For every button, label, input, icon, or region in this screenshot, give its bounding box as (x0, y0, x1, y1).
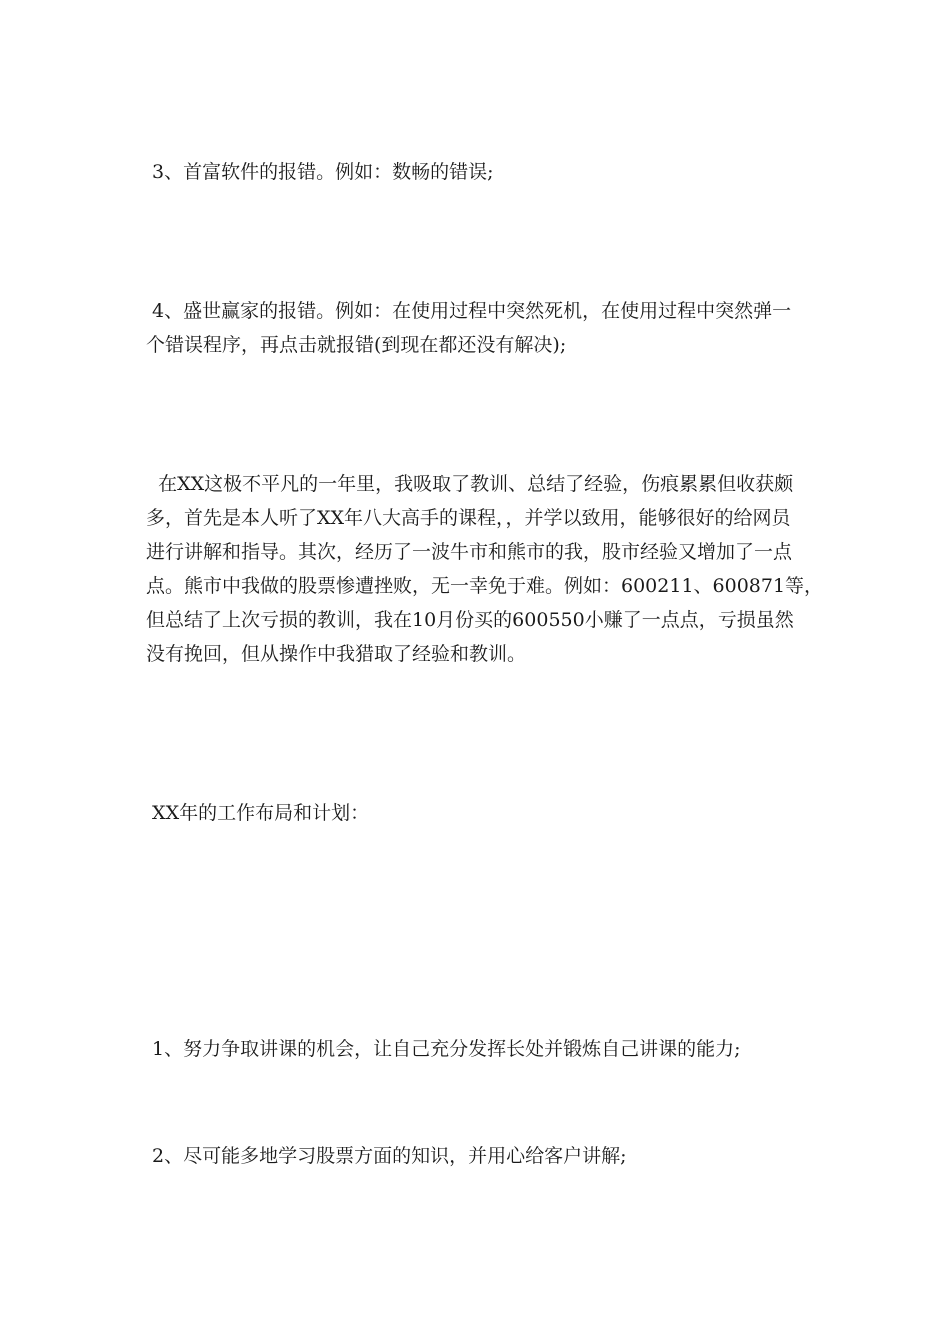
text-line: 4、盛世赢家的报错。例如：在使用过程中突然死机，在使用过程中突然弹一 (146, 300, 792, 322)
section-heading-work-plan (146, 796, 812, 830)
paragraph-item-4-error (146, 294, 812, 362)
paragraph-item-3-error (146, 155, 812, 189)
plan-item-1 (146, 1032, 812, 1066)
text-line: 点。熊市中我做的股票惨遭挫败，无一幸免于难。例如：600211、600871等， (146, 575, 824, 597)
text-line: 但总结了上次亏损的教训，我在10月份买的600550小赚了一点点，亏损虽然 (146, 609, 794, 631)
text-line: 2、尽可能多地学习股票方面的知识，并用心给客户讲解; (146, 1145, 627, 1167)
text-line: 1、努力争取讲课的机会，让自己充分发挥长处并锻炼自己讲课的能力; (146, 1038, 741, 1060)
text-line: 个错误程序，再点击就报错(到现在都还没有解决); (146, 334, 567, 356)
paragraph-year-summary (146, 467, 824, 671)
plan-item-2 (146, 1139, 812, 1173)
text-line: 3、首富软件的报错。例如：数畅的错误; (146, 161, 494, 183)
text-line: 没有挽回，但从操作中我猎取了经验和教训。 (146, 643, 527, 665)
text-line: 多，首先是本人听了XX年八大高手的课程，，并学以致用，能够很好的给网员 (146, 507, 791, 529)
text-line: 进行讲解和指导。其次，经历了一波牛市和熊市的我，股市经验又增加了一点 (146, 541, 793, 563)
text-line: 在XX这极不平凡的一年里，我吸取了教训、总结了经验，伤痕累累但收获颇 (146, 473, 794, 495)
text-line: XX年的工作布局和计划： (146, 802, 370, 824)
